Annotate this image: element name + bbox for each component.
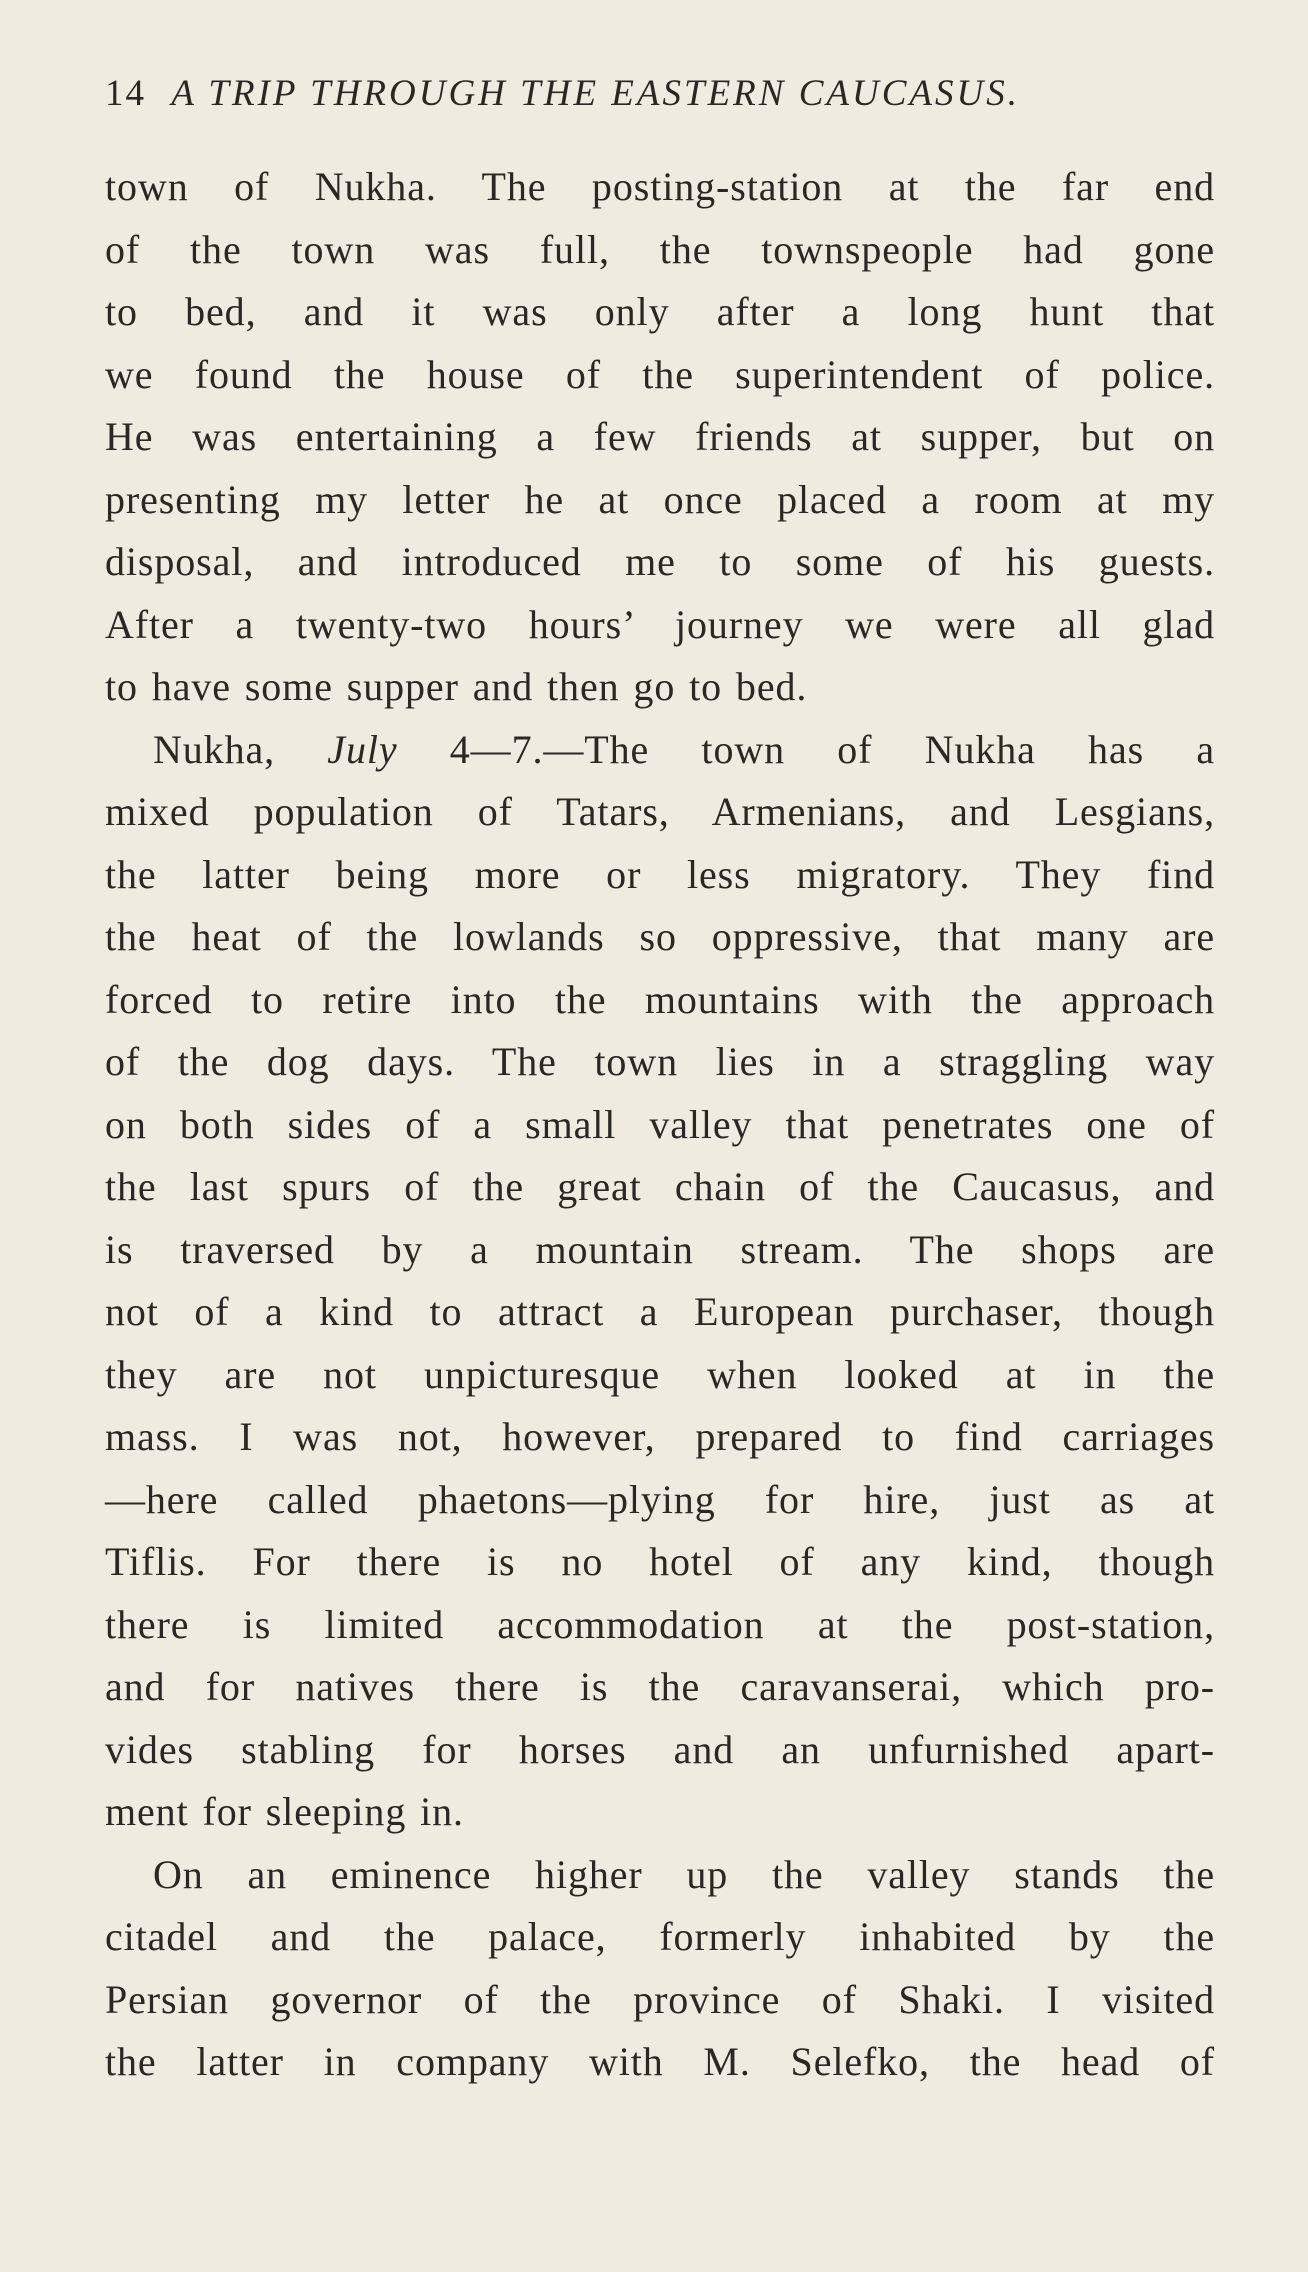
- running-title: A TRIP THROUGH THE EASTERN CAUCASUS.: [171, 73, 1020, 114]
- text-line: of the dog days. The town lies in a straggling way: [105, 1039, 1215, 1084]
- text-line: forced to retire into the mountains with the approach: [105, 976, 1215, 1022]
- text-line: not of a kind to attract a European purchaser, though: [105, 1289, 1215, 1334]
- paragraph-dateline: [105, 719, 1215, 782]
- text-line: Persian governor of the province of Shaki. I visited: [105, 1976, 1215, 2022]
- text-line: ment for sleeping in.: [105, 1789, 464, 1834]
- page-number: 14: [105, 73, 146, 114]
- text-line: the last spurs of the great chain of the Caucasus, and: [105, 1164, 1215, 1209]
- text-line: we found the house of the superintendent of police.: [105, 351, 1215, 397]
- running-head: [105, 72, 1205, 115]
- text-line: on both sides of a small valley that penetrates one of: [105, 1101, 1215, 1147]
- month-italic: July: [327, 726, 398, 772]
- text-line: is traversed by a mountain stream. The shops are: [105, 1226, 1215, 1272]
- text-line: On an eminence higher up the valley stands the: [153, 1851, 1215, 1897]
- text-line: to have some supper and then go to bed.: [105, 664, 808, 709]
- text-line: After a twenty-two hours’ journey we were all glad: [105, 601, 1215, 647]
- text-line: presenting my letter he at once placed a room at my: [105, 476, 1215, 522]
- text-line: the latter being more or less migratory. They find: [105, 851, 1215, 897]
- text-line: town of Nukha. The posting-station at the far end: [105, 164, 1215, 209]
- text-line: citadel and the palace, formerly inhabited by the: [105, 1914, 1215, 1959]
- text-line: mass. I was not, however, prepared to find carriages: [105, 1414, 1215, 1459]
- dateline-rest: 4—7.—The town of Nukha has a: [397, 726, 1215, 772]
- text-line: —here called phaetons—plying for hire, just as at: [105, 1476, 1215, 1522]
- text-line: mixed population of Tatars, Armenians, and Lesgians,: [105, 789, 1215, 834]
- body-text: [105, 156, 1215, 2094]
- text-line: to bed, and it was only after a long hunt that: [105, 289, 1215, 334]
- text-line: they are not unpicturesque when looked at in the: [105, 1351, 1215, 1397]
- text-line: of the town was full, the townspeople had gone: [105, 226, 1215, 272]
- text-line: disposal, and introduced me to some of his guests.: [105, 539, 1215, 584]
- text-line: the latter in company with M. Selefko, the head of: [105, 2039, 1215, 2084]
- text-line: there is limited accommodation at the post-station,: [105, 1601, 1215, 1647]
- text-line: He was entertaining a few friends at supper, but on: [105, 414, 1215, 459]
- text-line: vides stabling for horses and an unfurnished apart-: [105, 1726, 1215, 1772]
- text-line: Tiflis. For there is no hotel of any kind, though: [105, 1539, 1215, 1584]
- place-name: Nukha,: [153, 726, 328, 772]
- text-line: the heat of the lowlands so oppressive, that many are: [105, 914, 1215, 959]
- text-line: and for natives there is the caravanserai, which pro-: [105, 1664, 1215, 1709]
